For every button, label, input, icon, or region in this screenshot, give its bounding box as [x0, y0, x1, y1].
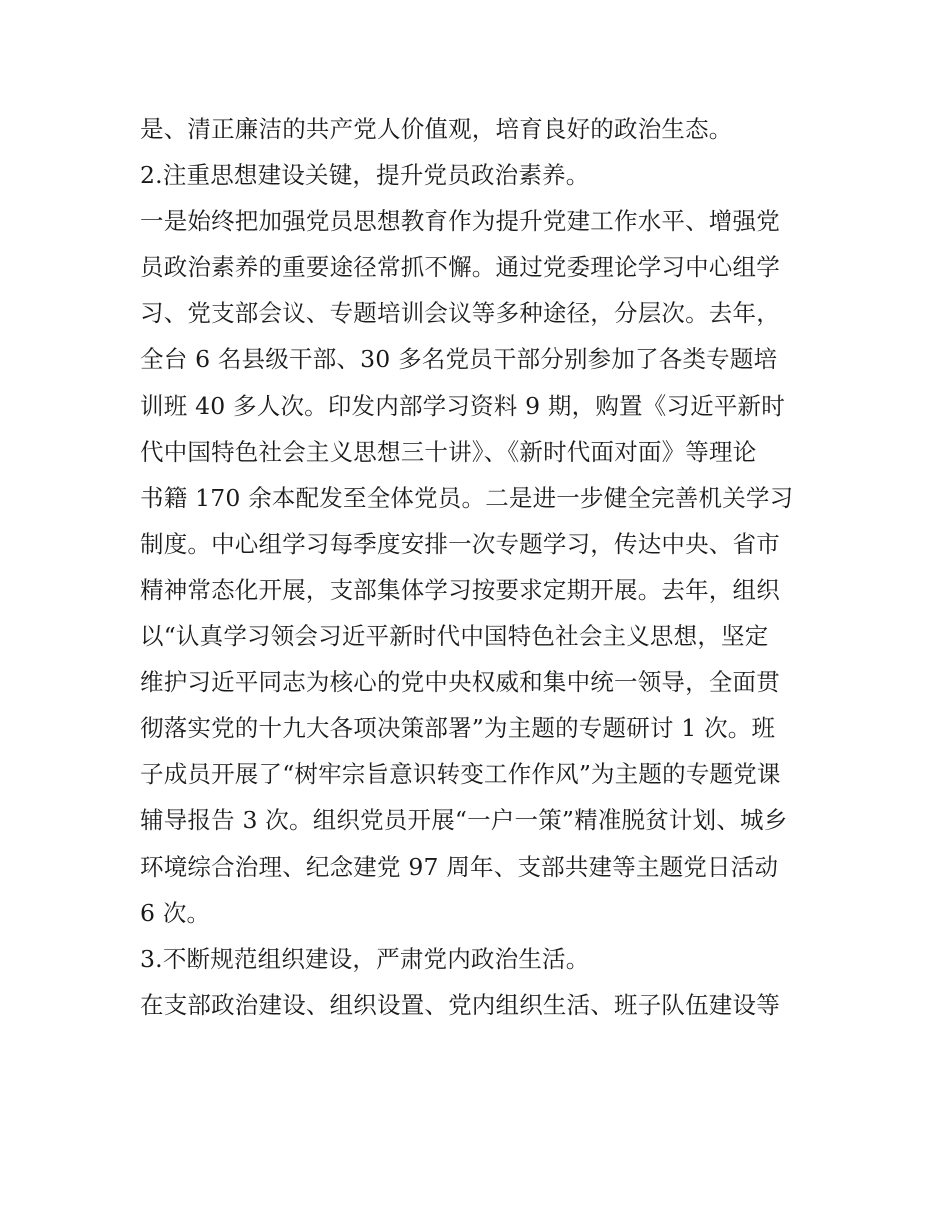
text-line: 6 次。 — [140, 898, 211, 927]
text-line: 全台 6 名县级干部、30 多名党员干部分别参加了各类专题培 — [140, 345, 778, 374]
body-text — [140, 106, 820, 1028]
text-line: 辅导报告 3 次。组织党员开展“一户一策”精准脱贫计划、城乡 — [140, 806, 788, 835]
text-line: 在支部政治建设、组织设置、党内组织生活、班子队伍建设等 — [140, 990, 780, 1019]
text-line: 维护习近平同志为核心的党中央权威和集中统一领导，全面贯 — [140, 668, 780, 697]
text-line: 员政治素养的重要途径常抓不懈。通过党委理论学习中心组学 — [140, 253, 780, 282]
text-line: 一是始终把加强党员思想教育作为提升党建工作水平、增强党 — [140, 207, 780, 236]
text-line: 制度。中心组学习每季度安排一次专题学习，传达中央、省市 — [140, 529, 780, 558]
text-line: 环境综合治理、纪念建党 97 周年、支部共建等主题党日活动 — [140, 852, 779, 881]
text-line: 习、党支部会议、专题培训会议等多种途径，分层次。去年， — [140, 299, 780, 328]
text-line: 精神常态化开展，支部集体学习按要求定期开展。去年，组织 — [140, 575, 780, 604]
text-line: 是、清正廉洁的共产党人价值观，培育良好的政治生态。 — [140, 115, 733, 143]
text-line: 书籍 170 余本配发至全体党员。二是进一步健全完善机关学习 — [140, 483, 794, 512]
section-heading: 3.不断规范组织建设，严肃党内政治生活。 — [140, 944, 590, 973]
text-line: 子成员开展了“树牢宗旨意识转变工作作风”为主题的专题党课 — [140, 760, 781, 789]
text-line: 以“认真学习领会习近平新时代中国特色社会主义思想，坚定 — [140, 622, 769, 651]
text-line: 彻落实党的十九大各项决策部署”为主题的专题研讨 1 次。班 — [140, 714, 776, 743]
section-heading: 2.注重思想建设关键，提升党员政治素养。 — [140, 161, 590, 190]
text-line: 代中国特色社会主义思想三十讲》、《新时代面对面》等理论 — [140, 437, 757, 466]
text-line: 训班 40 多人次。印发内部学习资料 9 期，购置《习近平新时 — [140, 391, 785, 420]
